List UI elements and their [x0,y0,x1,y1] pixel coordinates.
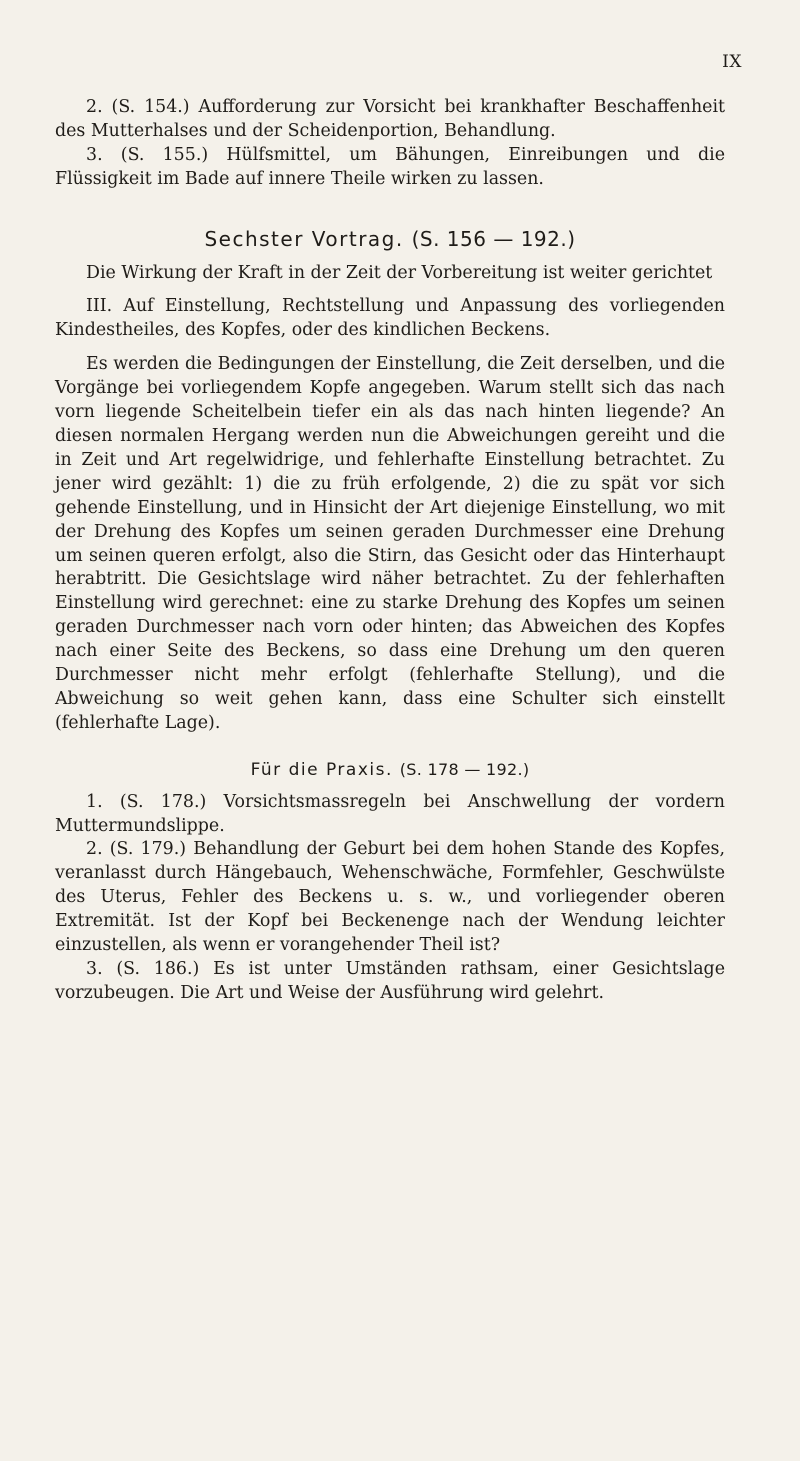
intro-paragraph: Die Wirkung der Kraft in der Zeit der Vorbereitung ist weiter gerichtet [86,262,713,283]
lecture-heading [55,228,725,252]
praxis-title: Für die Praxis. [250,759,393,780]
list-item: 1. (S. 178.) Vorsichtsmassregeln bei Anschwellung der vordern Muttermundslippe. [55,791,725,836]
section-three-paragraph: III. Auf Einstellung, Rechtstellung und Anpassung des vorliegenden Kindestheiles, des Kopfes, oder des kindlichen Beckens. [55,296,725,341]
page-number: IX [722,52,742,72]
list-item: 2. (S. 179.) Behandlung der Geburt bei dem hohen Stande des Kopfes, veranlasst durch Hängebauch, Wehenschwäche, Formfehler, Geschwülste des Uterus, Fehler des Beckens u. s. w., und vorliegender oberen Extremität. Ist der Kopf bei Beckenenge nach der Wendung leichter einzustellen, als wenn er vorangehender Theil ist? [55,839,725,956]
main-paragraph: Es werden die Bedingungen der Einstellung, die Zeit derselben, und die Vorgänge bei vorliegendem Kopfe angegeben. Warum stellt sich das nach vorn liegende Scheitelbein tiefer ein als das nach hinten liegende? An diesen normalen Hergang werden nun die Abweichungen gereiht und die in Zeit und Art regelwidrige, und fehlerhafte Einstellung betrachtet. Zu jener wird gezählt: 1) die zu früh erfolgende, 2) die zu spät vor sich gehende Einstellung, und in Hinsicht der Art diejenige Einstellung, wo mit der Drehung des Kopfes um seinen geraden Durchmesser eine Drehung um seinen queren erfolgt, also die Stirn, das Gesicht oder das Hinterhaupt herabtritt. Die Gesichtslage wird näher betrachtet. Zu der fehlerhaften Einstellung wird gerechnet: eine zu starke Drehung des Kopfes um seinen geraden Durchmesser nach vorn oder hinten; das Abweichen des Kopfes nach einer Seite des Beckens, so dass eine Drehung um den queren Durchmesser nicht mehr erfolgt (fehlerhafte Stellung), und die Abweichung so weit gehen kann, dass eine Schulter sich einstellt (fehlerhafte Lage). [55,354,725,733]
page-content [55,96,725,1006]
lecture-page-range: (S. 156 — 192.) [411,226,576,251]
lecture-title: Sechster Vortrag. [204,226,404,251]
list-item: 2. (S. 154.) Aufforderung zur Vorsicht bei krankhafter Beschaffenheit des Mutterhalses und der Scheidenportion, Behandlung. [55,97,725,141]
list-item: 3. (S. 155.) Hülfsmittel, um Bähungen, Einreibungen und die Flüssigkeit im Bade auf innere Theile wirken zu lassen. [55,144,725,189]
praxis-page-range: (S. 178 — 192.) [399,759,530,779]
list-item: 3. (S. 186.) Es ist unter Umständen rathsam, einer Gesichtslage vorzubeugen. Die Art und Weise der Ausführung wird gelehrt. [55,959,725,1003]
praxis-heading [55,758,725,783]
